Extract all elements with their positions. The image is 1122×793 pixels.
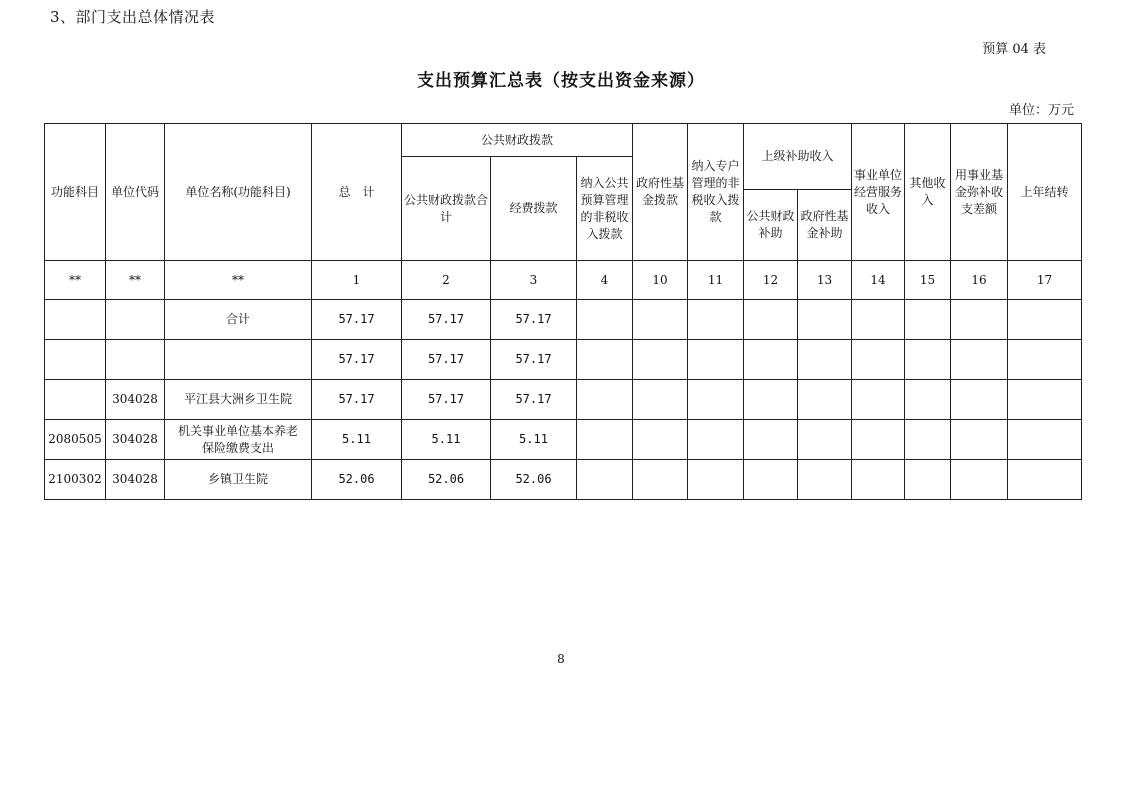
empty-cell	[577, 380, 633, 420]
empty-cell	[852, 340, 905, 380]
unit-name-cell	[165, 340, 312, 380]
empty-cell	[852, 460, 905, 500]
funding-cell: 57.17	[491, 380, 577, 420]
empty-cell	[744, 460, 798, 500]
empty-cell	[688, 340, 744, 380]
index-cell: **	[45, 261, 106, 300]
index-cell: 3	[491, 261, 577, 300]
empty-cell	[852, 300, 905, 340]
table-row	[45, 340, 1082, 380]
empty-cell	[744, 300, 798, 340]
index-cell: 1	[312, 261, 402, 300]
total-cell: 57.17	[312, 380, 402, 420]
unit-name-cell: 乡镇卫生院	[165, 460, 312, 500]
unit-code-cell: 304028	[106, 460, 165, 500]
empty-cell	[688, 380, 744, 420]
unit-code-cell: 304028	[106, 380, 165, 420]
total-cell: 57.17	[312, 300, 402, 340]
index-cell: **	[165, 261, 312, 300]
empty-cell	[633, 300, 688, 340]
empty-cell	[1008, 300, 1082, 340]
unit-name-cell: 合计	[165, 300, 312, 340]
empty-cell	[951, 420, 1008, 460]
empty-cell	[744, 420, 798, 460]
unit-label: 单位：万元	[1008, 103, 1074, 118]
index-cell: 17	[1008, 261, 1082, 300]
unit-code-cell: 304028	[106, 420, 165, 460]
empty-cell	[577, 460, 633, 500]
header-gov-fund: 政府性基金拨款	[633, 124, 688, 261]
header-superior-subsidy: 上级补助收入	[744, 124, 852, 190]
header-func-subject: 功能科目	[45, 124, 106, 261]
public-finance-total-cell: 5.11	[402, 420, 491, 460]
empty-cell	[798, 340, 852, 380]
empty-cell	[1008, 380, 1082, 420]
header-non-tax-budget: 纳入公共预算管理的非税收入拨款	[577, 157, 633, 261]
func-subject-cell	[45, 300, 106, 340]
empty-cell	[633, 340, 688, 380]
header-other-income: 其他收入	[905, 124, 951, 261]
table-row	[45, 300, 1082, 340]
unit-code-cell	[106, 300, 165, 340]
header-business-income: 事业单位经营服务收入	[852, 124, 905, 261]
budget-table-number: 预算 04 表	[982, 42, 1046, 57]
total-cell: 52.06	[312, 460, 402, 500]
public-finance-total-cell: 57.17	[402, 380, 491, 420]
funding-cell: 52.06	[491, 460, 577, 500]
empty-cell	[852, 380, 905, 420]
public-finance-total-cell: 57.17	[402, 300, 491, 340]
header-fund-balance: 用事业基金弥补收支差额	[951, 124, 1008, 261]
header-public-finance-subsidy: 公共财政补助	[744, 190, 798, 261]
empty-cell	[798, 300, 852, 340]
empty-cell	[905, 300, 951, 340]
index-cell: 12	[744, 261, 798, 300]
index-cell: **	[106, 261, 165, 300]
empty-cell	[577, 340, 633, 380]
index-cell: 11	[688, 261, 744, 300]
empty-cell	[1008, 340, 1082, 380]
empty-cell	[905, 340, 951, 380]
funding-cell: 57.17	[491, 340, 577, 380]
index-cell: 14	[852, 261, 905, 300]
empty-cell	[744, 380, 798, 420]
table-row	[45, 460, 1082, 500]
index-cell: 13	[798, 261, 852, 300]
empty-cell	[633, 460, 688, 500]
header-gov-fund-subsidy: 政府性基金补助	[798, 190, 852, 261]
unit-name-cell: 平江县大洲乡卫生院	[165, 380, 312, 420]
public-finance-total-cell: 52.06	[402, 460, 491, 500]
section-title: 3、部门支出总体情况表	[50, 8, 216, 26]
budget-table	[44, 123, 1082, 500]
header-unit-name: 单位名称(功能科目)	[165, 124, 312, 261]
func-subject-cell	[45, 380, 106, 420]
func-subject-cell: 2080505	[45, 420, 106, 460]
empty-cell	[951, 300, 1008, 340]
empty-cell	[744, 340, 798, 380]
page-number: 8	[557, 652, 565, 666]
empty-cell	[798, 380, 852, 420]
table-row	[45, 420, 1082, 460]
func-subject-cell: 2100302	[45, 460, 106, 500]
empty-cell	[688, 300, 744, 340]
header-funding: 经费拨款	[491, 157, 577, 261]
header-unit-code: 单位代码	[106, 124, 165, 261]
public-finance-total-cell: 57.17	[402, 340, 491, 380]
funding-cell: 57.17	[491, 300, 577, 340]
empty-cell	[1008, 420, 1082, 460]
index-cell: 2	[402, 261, 491, 300]
index-cell: 15	[905, 261, 951, 300]
empty-cell	[951, 460, 1008, 500]
index-row	[45, 261, 1082, 300]
unit-name-cell: 机关事业单位基本养老保险缴费支出	[165, 420, 312, 460]
empty-cell	[1008, 460, 1082, 500]
header-last-year-carry: 上年结转	[1008, 124, 1082, 261]
total-cell: 57.17	[312, 340, 402, 380]
empty-cell	[798, 420, 852, 460]
header-row-1	[45, 124, 1082, 157]
index-cell: 4	[577, 261, 633, 300]
empty-cell	[798, 460, 852, 500]
header-special-non-tax: 纳入专户管理的非税收入拨款	[688, 124, 744, 261]
empty-cell	[688, 460, 744, 500]
empty-cell	[633, 420, 688, 460]
empty-cell	[852, 420, 905, 460]
empty-cell	[905, 420, 951, 460]
func-subject-cell	[45, 340, 106, 380]
header-total: 总 计	[312, 124, 402, 261]
empty-cell	[951, 380, 1008, 420]
empty-cell	[905, 460, 951, 500]
table-row	[45, 380, 1082, 420]
total-cell: 5.11	[312, 420, 402, 460]
empty-cell	[688, 420, 744, 460]
empty-cell	[577, 300, 633, 340]
index-cell: 10	[633, 261, 688, 300]
empty-cell	[951, 340, 1008, 380]
funding-cell: 5.11	[491, 420, 577, 460]
header-public-finance-total: 公共财政拨款合计	[402, 157, 491, 261]
page-title: 支出预算汇总表（按支出资金来源）	[417, 71, 705, 91]
unit-code-cell	[106, 340, 165, 380]
empty-cell	[905, 380, 951, 420]
header-public-finance: 公共财政拨款	[402, 124, 633, 157]
index-cell: 16	[951, 261, 1008, 300]
empty-cell	[577, 420, 633, 460]
empty-cell	[633, 380, 688, 420]
